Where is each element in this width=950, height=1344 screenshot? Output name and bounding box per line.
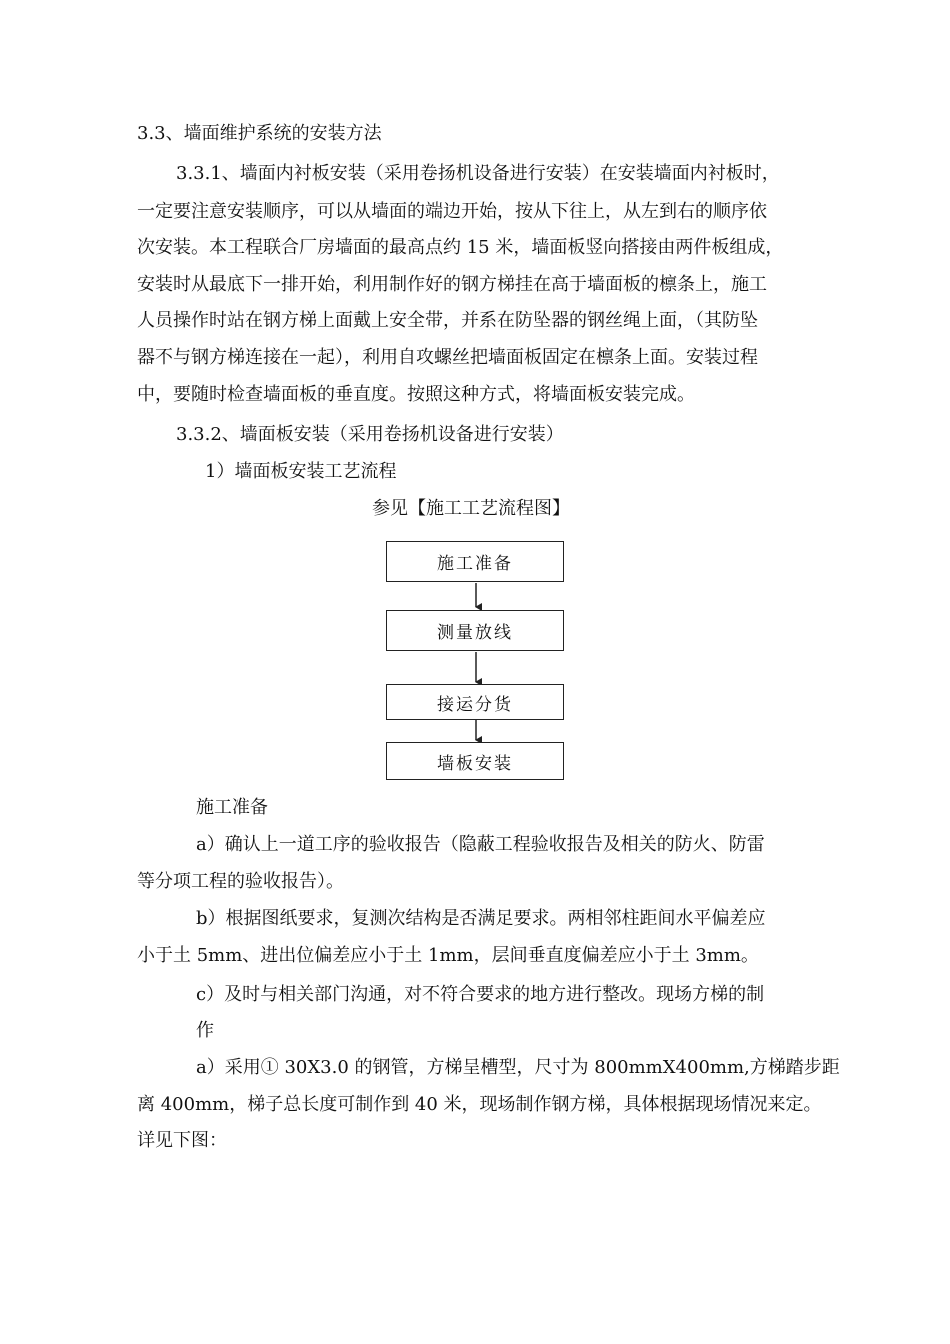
- paragraph-line: 一定要注意安装顺序，可以从墙面的端边开始，按从下往上，从左到右的顺序依: [137, 201, 767, 222]
- paragraph-line: 人员操作时站在钢方梯上面戴上安全带，并系在防坠器的钢丝绳上面，（其防坠: [137, 310, 758, 331]
- paragraph-line: 等分项工程的验收报告）。: [137, 871, 344, 892]
- process-flow-heading: 1）墙面板安装工艺流程: [205, 461, 397, 482]
- paragraph-line: 小于土 5mm、进出位偏差应小于土 1mm，层间垂直度偏差应小于土 3mm。: [137, 945, 759, 966]
- paragraph-line: 中，要随时检查墙面板的垂直度。按照这种方式，将墙面板安装完成。: [137, 384, 695, 405]
- section-heading: 3.3、墙面维护系统的安装方法: [137, 123, 382, 144]
- paragraph-line: 安装时从最底下一排开始，利用制作好的钢方梯挂在高于墙面板的檩条上，施工: [137, 274, 767, 295]
- flow-step-receive-distribute: 接运分货: [386, 684, 564, 720]
- figure-caption: 参见【施工工艺流程图】: [372, 498, 570, 519]
- flow-step-survey-layout: 测量放线: [386, 610, 564, 651]
- prep-title: 施工准备: [196, 797, 268, 818]
- paragraph-line: 3.3.1、墙面内衬板安装（采用卷扬机设备进行安装）在安装墙面内衬板时，: [176, 163, 780, 184]
- paragraph-line: b）根据图纸要求，复测次结构是否满足要求。两相邻柱距间水平偏差应: [196, 908, 766, 929]
- paragraph-line: 作: [196, 1020, 214, 1041]
- flow-step-construction-prep: 施工准备: [386, 541, 564, 582]
- flow-step-wall-panel-install: 墙板安装: [386, 742, 564, 780]
- subsection-heading: 3.3.2、墙面板安装（采用卷扬机设备进行安装）: [176, 424, 564, 445]
- paragraph-line: 详见下图：: [137, 1130, 227, 1151]
- paragraph-line: 离 400mm，梯子总长度可制作到 40 米，现场制作钢方梯，具体根据现场情况来定。: [137, 1094, 822, 1115]
- paragraph-line: a）确认上一道工序的验收报告（隐蔽工程验收报告及相关的防火、防雷: [196, 834, 765, 855]
- paragraph-line: 器不与钢方梯连接在一起），利用自攻螺丝把墙面板固定在檩条上面。安装过程: [137, 347, 758, 368]
- paragraph-line: 次安装。本工程联合厂房墙面的最高点约 15 米，墙面板竖向搭接由两件板组成，: [137, 237, 784, 258]
- paragraph-line: a）采用① 30X3.0 的钢管，方梯呈槽型，尺寸为 800mmX400mm,方梯踏步距: [196, 1057, 840, 1078]
- paragraph-line: c）及时与相关部门沟通，对不符合要求的地方进行整改。现场方梯的制: [196, 984, 765, 1005]
